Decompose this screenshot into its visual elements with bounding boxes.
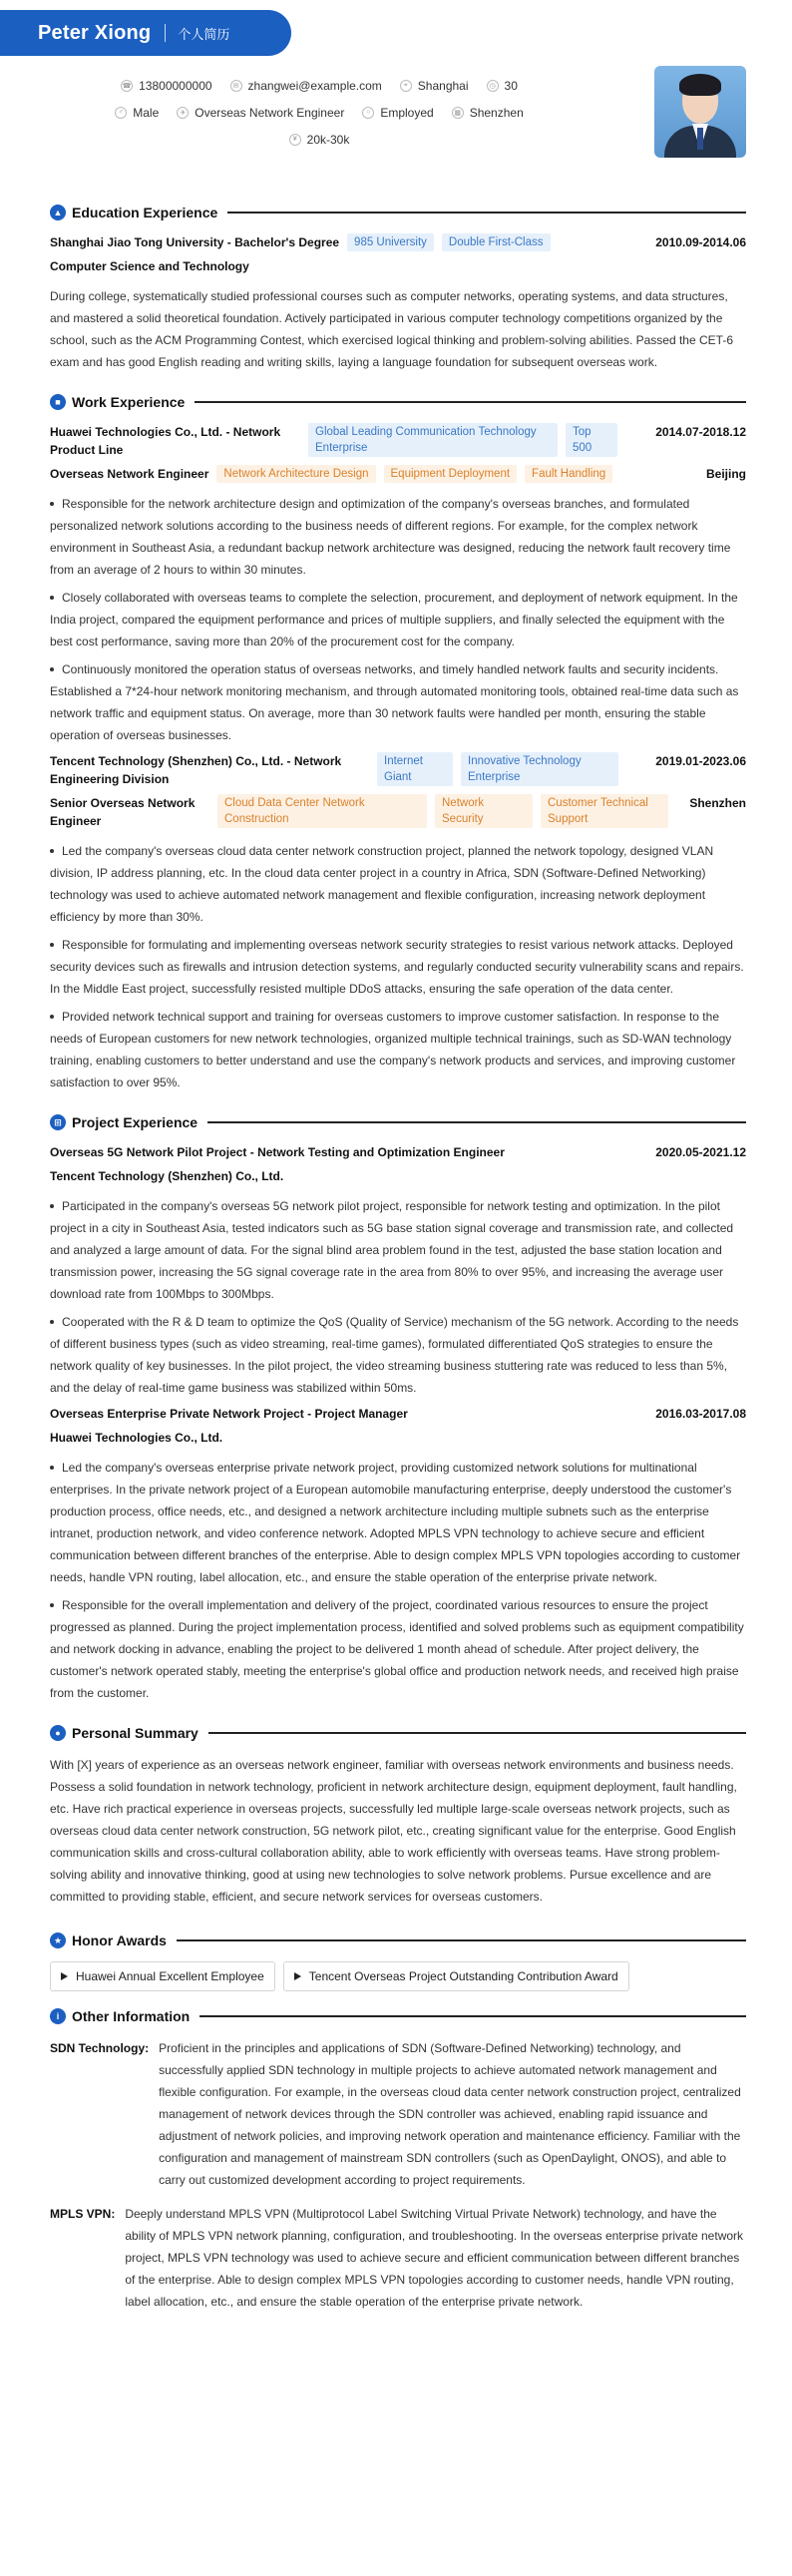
section-title: Work Experience bbox=[72, 394, 186, 410]
profile-photo bbox=[654, 66, 746, 158]
job-bullet: Responsible for formulating and implementing overseas network security strategies to resist various network attacks. Deployed security devices such as firewalls and intrusion detection systems, and regularly conducted security vulnerability scans and repairs. In the Middle East project, successfully resisted multiple DDoS attacks, ensuring the safe operation of the data center. bbox=[50, 934, 746, 1000]
project-bullet: Led the company's overseas enterprise private network project, providing customized network solutions for multinational enterprises. In the private network project of a European automobile manufacturing enterprise, deeply understood the customer's production process, office needs, etc., and designed a network architecture including multiple subnets such as the enterprise intranet, production network, and video conference network. Adopted MPLS VPN technology to achieve secure and efficient communication between different branches of the enterprise. Able to design complex MPLS VPN topologies according to customer needs, handle VPN routing, label allocation, etc., and ensure the stable operation of the enterprise private network. bbox=[50, 1457, 746, 1588]
other-section bbox=[0, 2005, 792, 2313]
project-date: 2020.05-2021.12 bbox=[655, 1145, 746, 1159]
work-section bbox=[0, 391, 792, 1093]
job-entry bbox=[50, 752, 746, 1093]
skill-tag: Equipment Deployment bbox=[384, 465, 518, 483]
company-tag: Global Leading Communication Technology Enterprise bbox=[308, 423, 558, 457]
job-entry bbox=[50, 423, 746, 746]
target-position: Overseas Network Engineer bbox=[195, 105, 345, 120]
skill-tag: Network Security bbox=[435, 794, 533, 828]
company-name: Tencent Technology (Shenzhen) Co., Ltd. - Network Engineering Division bbox=[50, 754, 342, 786]
other-text: Deeply understand MPLS VPN (Multiprotocol Label Switching Virtual Private Network) technology, and have the ability of MPLS VPN network planning, configuration, and troubleshooting. In the overseas enterprise private network project, MPLS VPN technology was used to achieve secure and efficient communication between different branches of the enterprise. Able to design complex MPLS VPN topologies according to customer needs, handle VPN routing, label allocation, etc., and ensure the stable operation of the enterprise private network. bbox=[125, 2207, 744, 2309]
section-divider bbox=[199, 2015, 746, 2017]
work-location: Shenzhen bbox=[469, 105, 524, 120]
gender-icon: ♂ bbox=[115, 107, 127, 119]
project-bullet: Responsible for the overall implementation and delivery of the project, coordinated various resources to ensure the project progressed as planned. During the project implementation process, identified and solved problems such as equipment compatibility and network docking in advance, enabling the project to be delivered 1 month ahead of schedule. After project delivery, the customer's network operated stably, meeting the enterprise's global office and production network needs, and received high praise from the customer. bbox=[50, 1594, 746, 1704]
award-label: Tencent Overseas Project Outstanding Contribution Award bbox=[308, 1969, 618, 1983]
education-section bbox=[0, 202, 792, 373]
job-bullet: Responsible for the network architecture design and optimization of the company's overseas branches, and formulated personalized network solutions according to the business needs of different regions. For example, for the complex network environment in Southeast Asia, a redundant backup network architecture was designed, reducing the network fault recovery time from an average of 2 hours to within 30 minutes. bbox=[50, 493, 746, 581]
project-company: Tencent Technology (Shenzhen) Co., Ltd. bbox=[50, 1169, 284, 1183]
job-position: Senior Overseas Network Engineer bbox=[50, 796, 196, 828]
play-icon bbox=[61, 1972, 68, 1980]
skill-tag: Network Architecture Design bbox=[216, 465, 375, 483]
position-icon: ✈ bbox=[177, 107, 189, 119]
header-divider bbox=[165, 24, 166, 42]
award-list bbox=[50, 1961, 746, 1991]
info-icon: i bbox=[50, 2008, 66, 2024]
section-divider bbox=[177, 1939, 746, 1941]
award-item bbox=[283, 1961, 629, 1991]
graduation-cap-icon: ▲ bbox=[50, 205, 66, 220]
company-tag: Internet Giant bbox=[377, 752, 453, 786]
building-icon: ▦ bbox=[452, 107, 464, 119]
salary: 20k-30k bbox=[306, 132, 350, 147]
project-bullet: Cooperated with the R & D team to optimize the QoS (Quality of Service) mechanism of the 5G network. According to the needs of different business types (such as video streaming, real-time games), formulated differentiated QoS strategies to ensure the network quality of key businesses. In the pilot project, the video streaming business stuttering rate was reduced to less than 5%, and the delay of real-time game business was stabilized within 50ms. bbox=[50, 1311, 746, 1399]
location-icon: ⌖ bbox=[400, 80, 412, 92]
other-item bbox=[50, 2037, 746, 2191]
job-bullet: Closely collaborated with overseas teams to complete the selection, procurement, and deployment of network equipment. In the India project, compared the equipment performance and prices of multiple suppliers, and finally selected the equipment with the best cost performance, saving more than 20% of the procurement cost for the company. bbox=[50, 587, 746, 652]
age: 30 bbox=[504, 78, 518, 93]
section-divider bbox=[227, 212, 746, 214]
briefcase-icon: ■ bbox=[50, 394, 66, 410]
project-date: 2016.03-2017.08 bbox=[655, 1407, 746, 1421]
resume-page bbox=[0, 10, 792, 2337]
project-section bbox=[0, 1111, 792, 1704]
education-description: During college, systematically studied professional courses such as computer networks, operating systems, and data structures, and mastered a solid theoretical foundation. Actively participated in various computer technology competitions organized by the school, such as the ACM Programming Contest, which exercised logical thinking and problem-solving abilities. Passed the CET-6 exam and has good English reading and writing skills, laying a language foundation for subsequent overseas work. bbox=[50, 289, 733, 369]
company-tag: Innovative Technology Enterprise bbox=[461, 752, 618, 786]
project-entry bbox=[50, 1405, 746, 1704]
contact-row-2 bbox=[0, 99, 638, 126]
job-bullet: Continuously monitored the operation status of overseas networks, and timely handled network faults and security incidents. Established a 7*24-hour network monitoring mechanism, and through automated monitoring tools, obtained real-time data such as network traffic and equipment status. On average, more than 30 network faults were handled per month, ensuring the stable operation of overseas businesses. bbox=[50, 658, 746, 746]
company-tag: Top 500 bbox=[566, 423, 617, 457]
project-name: Overseas Enterprise Private Network Project - Project Manager bbox=[50, 1407, 408, 1421]
skill-tag: Customer Technical Support bbox=[541, 794, 668, 828]
city: Shanghai bbox=[417, 78, 469, 93]
company-name: Huawei Technologies Co., Ltd. - Network Product Line bbox=[50, 425, 281, 457]
salary-icon: ¥ bbox=[289, 134, 301, 146]
education-date: 2010.09-2014.06 bbox=[655, 235, 746, 249]
award-item bbox=[50, 1961, 275, 1991]
skill-tag: Fault Handling bbox=[525, 465, 612, 483]
summary-text: With [X] years of experience as an overseas network engineer, familiar with overseas network environments and business needs. Possess a solid foundation in network technology, proficient in network architecture design, equipment deployment, fault handling, etc. Have rich practical experience in overseas projects, successfully led multiple large-scale overseas network projects, such as overseas cloud data center network construction, 5G network pilot, etc., creating significant value for the enterprise. Good English communication skills and cross-cultural collaboration ability, able to work efficiently with overseas teams. Have strong problem-solving ability and innovative thinking, good at using new technologies to solve network problems. Pursue excellence and are committed to providing stable, efficient, and secure network services for overseas customers. bbox=[50, 1758, 737, 1904]
contact-row-1 bbox=[0, 72, 638, 99]
other-label: MPLS VPN: bbox=[50, 2207, 116, 2221]
honor-section bbox=[0, 1930, 792, 1991]
job-date: 2019.01-2023.06 bbox=[655, 754, 746, 768]
section-divider bbox=[195, 401, 746, 403]
award-label: Huawei Annual Excellent Employee bbox=[76, 1969, 264, 1983]
major: Computer Science and Technology bbox=[50, 259, 249, 273]
other-text: Proficient in the principles and applications of SDN (Software-Defined Networking) technology, and successfully applied SDN technology in multiple projects to achieve automated network management and flexible configuration. For example, in the overseas cloud data center network construction project, centralized management of network devices through the SDN controller was achieved, enabling rapid issuance and adjustment of network policies, and improving network operation and maintenance efficiency. Familiar with the configuration and management of mainstream SDN controllers (such as OpenDaylight, ONOS), and able to carry out customized development according to project requirements. bbox=[159, 2041, 741, 2187]
summary-section bbox=[0, 1722, 792, 1908]
job-bullet: Provided network technical support and training for overseas customers to improve customer satisfaction. In response to the needs of European customers for new network technologies, organized multiple technical trainings, such as SD-WAN technology training, enabling customers to better understand and use the company's network products and services, and improving customer satisfaction to over 95%. bbox=[50, 1006, 746, 1093]
play-icon bbox=[294, 1972, 301, 1980]
status-icon: ○ bbox=[362, 107, 374, 119]
school-tag: 985 University bbox=[347, 233, 434, 251]
project-entry bbox=[50, 1143, 746, 1399]
medal-icon: ★ bbox=[50, 1932, 66, 1948]
employment-status: Employed bbox=[380, 105, 434, 120]
person-icon: ● bbox=[50, 1725, 66, 1741]
phone-icon: ☎ bbox=[121, 80, 133, 92]
email: zhangwei@example.com bbox=[247, 78, 382, 93]
section-title: Project Experience bbox=[72, 1114, 198, 1130]
school-tag: Double First-Class bbox=[442, 233, 551, 251]
job-position: Overseas Network Engineer bbox=[50, 467, 209, 481]
header-banner bbox=[0, 10, 291, 56]
school-name: Shanghai Jiao Tong University - Bachelor's Degree bbox=[50, 235, 340, 249]
section-divider bbox=[207, 1121, 746, 1123]
contact-info bbox=[0, 66, 792, 184]
email-icon: ✉ bbox=[230, 80, 242, 92]
section-title: Personal Summary bbox=[72, 1725, 198, 1741]
project-company: Huawei Technologies Co., Ltd. bbox=[50, 1431, 223, 1445]
job-bullet: Led the company's overseas cloud data center network construction project, planned the network topology, designed VLAN division, IP address planning, etc. In the cloud data center project in a country in Africa, SDN (Software-Defined Networking) technology was used to achieve automated network management and flexible configuration, increasing network deployment efficiency by more than 30%. bbox=[50, 840, 746, 928]
section-title: Other Information bbox=[72, 2008, 191, 2024]
section-divider bbox=[208, 1732, 746, 1734]
age-icon: ◷ bbox=[487, 80, 499, 92]
other-label: SDN Technology: bbox=[50, 2041, 150, 2055]
project-bullet: Participated in the company's overseas 5G network pilot project, responsible for network testing and optimization. In the pilot project in a city in Southeast Asia, tested indicators such as 5G base station signal coverage and transmission rate, and collected and analyzed a large amount of data. For the signal blind area problem found in the test, adjusted the base station location and transmission power, increasing the 5G signal coverage rate in the area from 80% to over 95%, and increasing the average user download rate from 100Mbps to 300Mbps. bbox=[50, 1195, 746, 1305]
resume-subtitle: 个人简历 bbox=[178, 26, 230, 42]
phone: 13800000000 bbox=[139, 78, 212, 93]
candidate-name: Peter Xiong bbox=[38, 21, 152, 44]
job-location: Shenzhen bbox=[689, 796, 746, 810]
other-item bbox=[50, 2203, 746, 2313]
project-name: Overseas 5G Network Pilot Project - Network Testing and Optimization Engineer bbox=[50, 1145, 505, 1159]
skill-tag: Cloud Data Center Network Construction bbox=[217, 794, 427, 828]
grid-icon: ⊞ bbox=[50, 1114, 66, 1130]
section-title: Honor Awards bbox=[72, 1932, 167, 1948]
job-location: Beijing bbox=[705, 467, 746, 481]
contact-row-3 bbox=[0, 126, 638, 153]
gender: Male bbox=[133, 105, 160, 120]
section-title: Education Experience bbox=[72, 205, 218, 220]
job-date: 2014.07-2018.12 bbox=[655, 425, 746, 439]
